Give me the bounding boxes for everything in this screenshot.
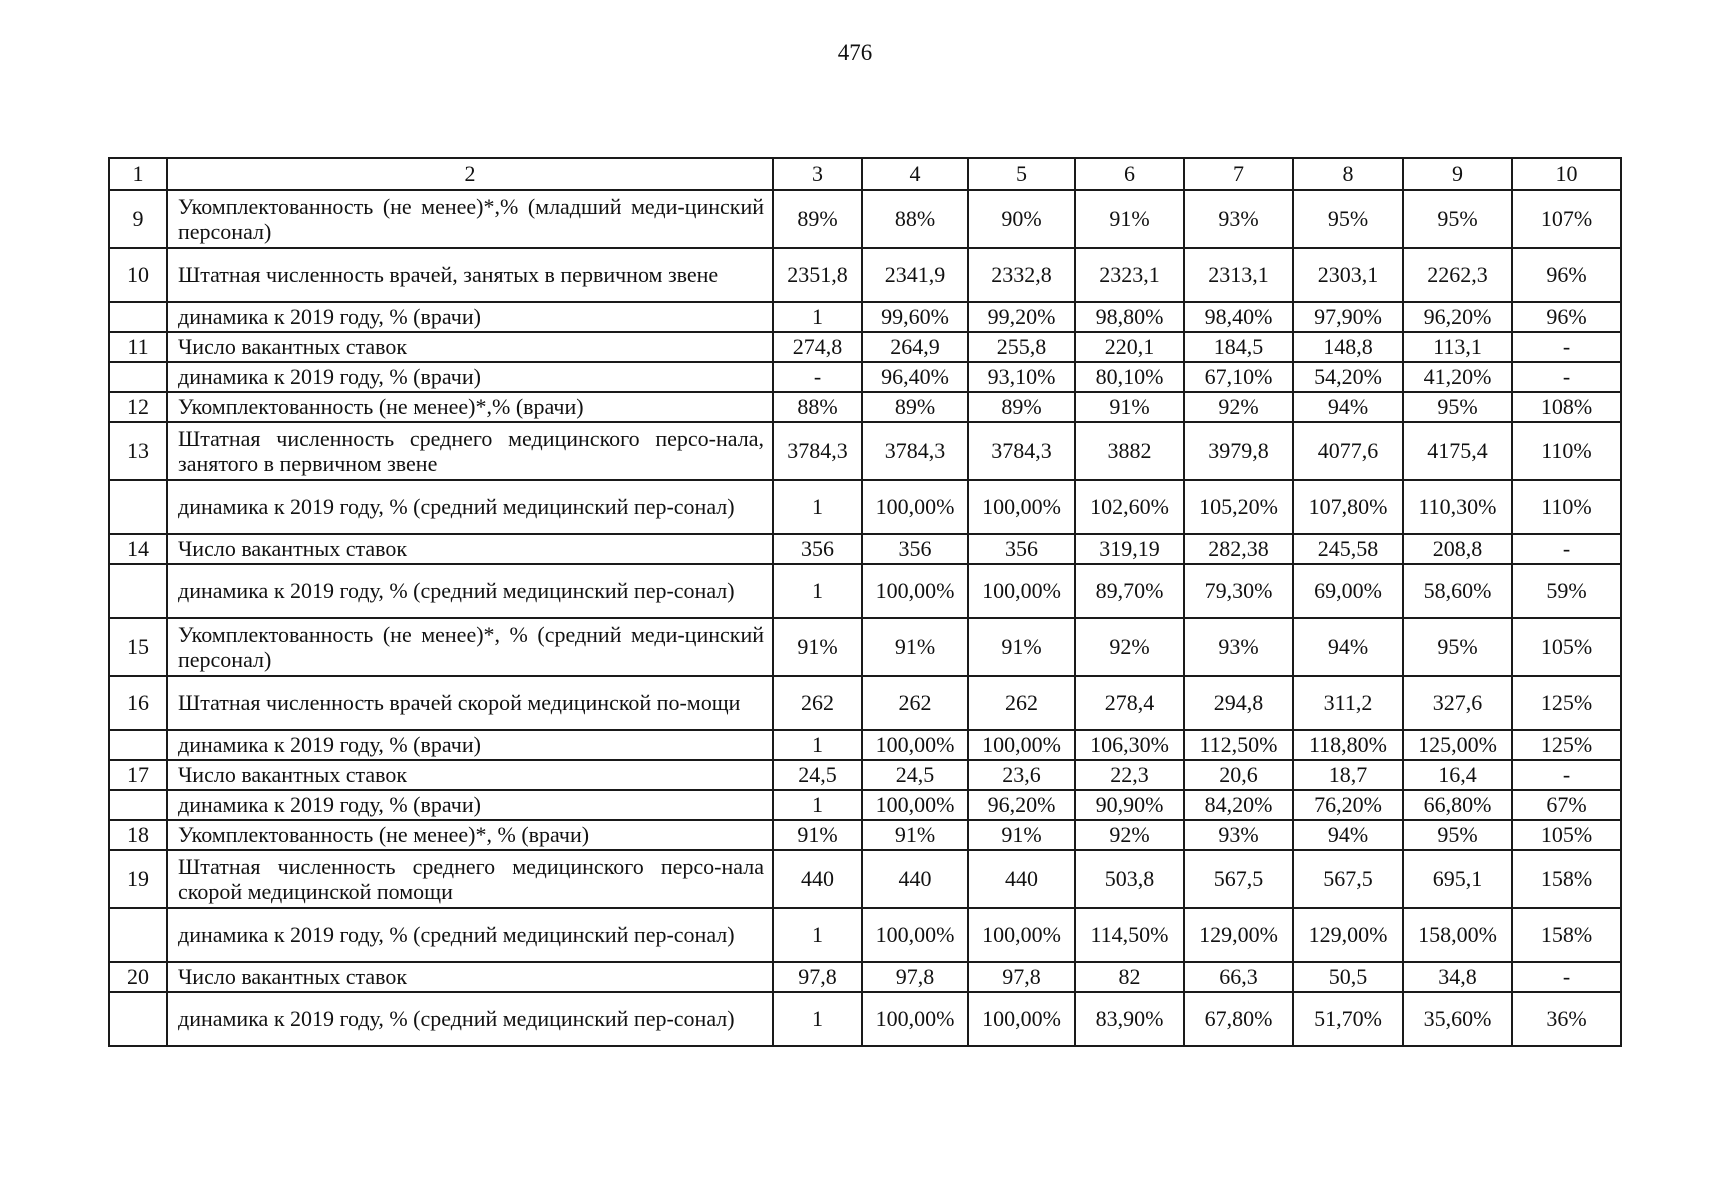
value-cell: 3784,3	[773, 422, 862, 480]
table-header-row	[109, 158, 1621, 190]
indicator-label-cell: Укомплектованность (не менее)*, % (средний меди-цинский персонал)	[167, 618, 773, 676]
value-cell: 94%	[1293, 392, 1403, 422]
value-cell: 100,00%	[968, 992, 1075, 1046]
value-cell: 97,8	[862, 962, 968, 992]
value-cell: 67,10%	[1184, 362, 1293, 392]
value-cell: 106,30%	[1075, 730, 1184, 760]
value-cell: 110,30%	[1403, 480, 1512, 534]
row-number-cell	[109, 564, 167, 618]
value-cell: 262	[773, 676, 862, 730]
value-cell: 282,38	[1184, 534, 1293, 564]
value-cell: 93%	[1184, 190, 1293, 248]
value-cell: 158%	[1512, 850, 1621, 908]
column-number-header: 2	[167, 158, 773, 190]
value-cell: 91%	[1075, 392, 1184, 422]
value-cell: 105,20%	[1184, 480, 1293, 534]
table-row	[109, 302, 1621, 332]
value-cell: 356	[773, 534, 862, 564]
row-number-cell	[109, 730, 167, 760]
value-cell: 100,00%	[968, 564, 1075, 618]
value-cell: 95%	[1293, 190, 1403, 248]
value-cell: 294,8	[1184, 676, 1293, 730]
value-cell: 34,8	[1403, 962, 1512, 992]
value-cell: 695,1	[1403, 850, 1512, 908]
value-cell: 54,20%	[1293, 362, 1403, 392]
value-cell: -	[1512, 962, 1621, 992]
value-cell: 2341,9	[862, 248, 968, 302]
value-cell: 88%	[862, 190, 968, 248]
value-cell: 158%	[1512, 908, 1621, 962]
value-cell: 2262,3	[1403, 248, 1512, 302]
value-cell: 24,5	[862, 760, 968, 790]
value-cell: 220,1	[1075, 332, 1184, 362]
table-row	[109, 908, 1621, 962]
value-cell: 567,5	[1184, 850, 1293, 908]
value-cell: 245,58	[1293, 534, 1403, 564]
value-cell: 125%	[1512, 676, 1621, 730]
value-cell: 67,80%	[1184, 992, 1293, 1046]
value-cell: 110%	[1512, 422, 1621, 480]
value-cell: 92%	[1184, 392, 1293, 422]
value-cell: 97,8	[773, 962, 862, 992]
value-cell: 99,20%	[968, 302, 1075, 332]
value-cell: 3784,3	[968, 422, 1075, 480]
indicator-label-cell: динамика к 2019 году, % (врачи)	[167, 730, 773, 760]
value-cell: 125%	[1512, 730, 1621, 760]
value-cell: 91%	[968, 618, 1075, 676]
value-cell: 100,00%	[968, 908, 1075, 962]
page-number: 476	[837, 40, 873, 65]
value-cell: 89%	[773, 190, 862, 248]
value-cell: 92%	[1075, 618, 1184, 676]
table-row	[109, 992, 1621, 1046]
value-cell: 66,3	[1184, 962, 1293, 992]
value-cell: 129,00%	[1184, 908, 1293, 962]
value-cell: 105%	[1512, 820, 1621, 850]
row-number-cell: 12	[109, 392, 167, 422]
row-number-cell: 15	[109, 618, 167, 676]
value-cell: 1	[773, 790, 862, 820]
value-cell: 1	[773, 992, 862, 1046]
value-cell: -	[773, 362, 862, 392]
value-cell: 99,60%	[862, 302, 968, 332]
value-cell: 356	[862, 534, 968, 564]
indicator-label-cell: динамика к 2019 году, % (средний медицинский пер-сонал)	[167, 908, 773, 962]
column-number-header: 8	[1293, 158, 1403, 190]
value-cell: 83,90%	[1075, 992, 1184, 1046]
value-cell: 97,8	[968, 962, 1075, 992]
value-cell: 24,5	[773, 760, 862, 790]
table-row	[109, 618, 1621, 676]
column-number-header: 10	[1512, 158, 1621, 190]
value-cell: 94%	[1293, 618, 1403, 676]
table-row	[109, 760, 1621, 790]
column-number-header: 9	[1403, 158, 1512, 190]
value-cell: 90%	[968, 190, 1075, 248]
value-cell: 100,00%	[862, 992, 968, 1046]
value-cell: 440	[773, 850, 862, 908]
value-cell: 96%	[1512, 302, 1621, 332]
row-number-cell	[109, 908, 167, 962]
value-cell: 95%	[1403, 190, 1512, 248]
value-cell: 96%	[1512, 248, 1621, 302]
value-cell: 90,90%	[1075, 790, 1184, 820]
value-cell: 92%	[1075, 820, 1184, 850]
value-cell: 125,00%	[1403, 730, 1512, 760]
value-cell: 102,60%	[1075, 480, 1184, 534]
value-cell: 2332,8	[968, 248, 1075, 302]
column-number-header: 3	[773, 158, 862, 190]
value-cell: 114,50%	[1075, 908, 1184, 962]
indicator-label-cell: динамика к 2019 году, % (врачи)	[167, 302, 773, 332]
value-cell: 89%	[862, 392, 968, 422]
value-cell: 2303,1	[1293, 248, 1403, 302]
value-cell: 184,5	[1184, 332, 1293, 362]
indicator-label-cell: Укомплектованность (не менее)*,% (младший меди-цинский персонал)	[167, 190, 773, 248]
table-row	[109, 850, 1621, 908]
row-number-cell: 9	[109, 190, 167, 248]
table-row	[109, 362, 1621, 392]
column-number-header: 6	[1075, 158, 1184, 190]
indicator-label-cell: динамика к 2019 году, % (врачи)	[167, 790, 773, 820]
value-cell: 91%	[773, 820, 862, 850]
value-cell: 2351,8	[773, 248, 862, 302]
value-cell: 440	[862, 850, 968, 908]
value-cell: 107,80%	[1293, 480, 1403, 534]
table-row	[109, 564, 1621, 618]
value-cell: -	[1512, 362, 1621, 392]
value-cell: 129,00%	[1293, 908, 1403, 962]
value-cell: 110%	[1512, 480, 1621, 534]
table-row	[109, 820, 1621, 850]
indicator-label-cell: Число вакантных ставок	[167, 962, 773, 992]
value-cell: 440	[968, 850, 1075, 908]
value-cell: 16,4	[1403, 760, 1512, 790]
value-cell: 158,00%	[1403, 908, 1512, 962]
value-cell: 118,80%	[1293, 730, 1403, 760]
value-cell: 51,70%	[1293, 992, 1403, 1046]
value-cell: 98,80%	[1075, 302, 1184, 332]
column-number-header: 7	[1184, 158, 1293, 190]
value-cell: 84,20%	[1184, 790, 1293, 820]
value-cell: 2323,1	[1075, 248, 1184, 302]
value-cell: 67%	[1512, 790, 1621, 820]
indicator-label-cell: Штатная численность среднего медицинского персо-нала скорой медицинской помощи	[167, 850, 773, 908]
row-number-cell: 13	[109, 422, 167, 480]
value-cell: 262	[862, 676, 968, 730]
value-cell: 91%	[862, 820, 968, 850]
value-cell: 1	[773, 730, 862, 760]
value-cell: 41,20%	[1403, 362, 1512, 392]
indicator-label-cell: Число вакантных ставок	[167, 760, 773, 790]
row-number-cell	[109, 790, 167, 820]
value-cell: 100,00%	[968, 480, 1075, 534]
indicator-label-cell: Укомплектованность (не менее)*,% (врачи)	[167, 392, 773, 422]
table-row	[109, 190, 1621, 248]
value-cell: 96,20%	[968, 790, 1075, 820]
value-cell: 108%	[1512, 392, 1621, 422]
table-row	[109, 422, 1621, 480]
value-cell: 97,90%	[1293, 302, 1403, 332]
table-row	[109, 730, 1621, 760]
value-cell: 1	[773, 480, 862, 534]
row-number-cell: 20	[109, 962, 167, 992]
value-cell: 23,6	[968, 760, 1075, 790]
value-cell: 113,1	[1403, 332, 1512, 362]
value-cell: 100,00%	[862, 730, 968, 760]
indicator-label-cell: динамика к 2019 году, % (средний медицинский пер-сонал)	[167, 992, 773, 1046]
staffing-table	[108, 157, 1622, 1047]
row-number-cell: 18	[109, 820, 167, 850]
value-cell: -	[1512, 332, 1621, 362]
value-cell: 91%	[1075, 190, 1184, 248]
row-number-cell	[109, 480, 167, 534]
value-cell: 3979,8	[1184, 422, 1293, 480]
value-cell: 4077,6	[1293, 422, 1403, 480]
value-cell: 96,40%	[862, 362, 968, 392]
value-cell: 93%	[1184, 618, 1293, 676]
value-cell: 311,2	[1293, 676, 1403, 730]
table-row	[109, 480, 1621, 534]
value-cell: 80,10%	[1075, 362, 1184, 392]
indicator-label-cell: Укомплектованность (не менее)*, % (врачи)	[167, 820, 773, 850]
indicator-label-cell: динамика к 2019 году, % (врачи)	[167, 362, 773, 392]
table-body	[109, 158, 1621, 1046]
row-number-cell: 11	[109, 332, 167, 362]
value-cell: 278,4	[1075, 676, 1184, 730]
value-cell: 264,9	[862, 332, 968, 362]
value-cell: 22,3	[1075, 760, 1184, 790]
value-cell: 93,10%	[968, 362, 1075, 392]
value-cell: 58,60%	[1403, 564, 1512, 618]
value-cell: 98,40%	[1184, 302, 1293, 332]
value-cell: 91%	[773, 618, 862, 676]
table-row	[109, 534, 1621, 564]
value-cell: 88%	[773, 392, 862, 422]
value-cell: 112,50%	[1184, 730, 1293, 760]
value-cell: 94%	[1293, 820, 1403, 850]
value-cell: 89%	[968, 392, 1075, 422]
value-cell: 356	[968, 534, 1075, 564]
value-cell: 567,5	[1293, 850, 1403, 908]
column-number-header: 1	[109, 158, 167, 190]
value-cell: 95%	[1403, 392, 1512, 422]
value-cell: -	[1512, 534, 1621, 564]
row-number-cell: 14	[109, 534, 167, 564]
indicator-label-cell: Штатная численность среднего медицинского персо-нала, занятого в первичном звене	[167, 422, 773, 480]
row-number-cell	[109, 362, 167, 392]
indicator-label-cell: динамика к 2019 году, % (средний медицинский пер-сонал)	[167, 480, 773, 534]
row-number-cell: 19	[109, 850, 167, 908]
table-row	[109, 790, 1621, 820]
value-cell: 82	[1075, 962, 1184, 992]
value-cell: 95%	[1403, 618, 1512, 676]
value-cell: 20,6	[1184, 760, 1293, 790]
indicator-label-cell: динамика к 2019 году, % (средний медицинский пер-сонал)	[167, 564, 773, 618]
value-cell: 100,00%	[968, 730, 1075, 760]
column-number-header: 4	[862, 158, 968, 190]
value-cell: 3784,3	[862, 422, 968, 480]
value-cell: 59%	[1512, 564, 1621, 618]
value-cell: 91%	[968, 820, 1075, 850]
table-row	[109, 962, 1621, 992]
value-cell: 91%	[862, 618, 968, 676]
value-cell: 66,80%	[1403, 790, 1512, 820]
indicator-label-cell: Штатная численность врачей, занятых в первичном звене	[167, 248, 773, 302]
value-cell: 503,8	[1075, 850, 1184, 908]
value-cell: 1	[773, 908, 862, 962]
value-cell: 95%	[1403, 820, 1512, 850]
value-cell: 208,8	[1403, 534, 1512, 564]
indicator-label-cell: Число вакантных ставок	[167, 332, 773, 362]
column-number-header: 5	[968, 158, 1075, 190]
value-cell: 274,8	[773, 332, 862, 362]
value-cell: 35,60%	[1403, 992, 1512, 1046]
value-cell: 93%	[1184, 820, 1293, 850]
row-number-cell: 17	[109, 760, 167, 790]
value-cell: 319,19	[1075, 534, 1184, 564]
value-cell: 107%	[1512, 190, 1621, 248]
value-cell: 3882	[1075, 422, 1184, 480]
value-cell: 79,30%	[1184, 564, 1293, 618]
value-cell: 2313,1	[1184, 248, 1293, 302]
value-cell: -	[1512, 760, 1621, 790]
row-number-cell: 10	[109, 248, 167, 302]
value-cell: 1	[773, 564, 862, 618]
value-cell: 100,00%	[862, 564, 968, 618]
value-cell: 105%	[1512, 618, 1621, 676]
table-row	[109, 392, 1621, 422]
value-cell: 100,00%	[862, 480, 968, 534]
row-number-cell	[109, 992, 167, 1046]
table-row	[109, 676, 1621, 730]
indicator-label-cell: Число вакантных ставок	[167, 534, 773, 564]
value-cell: 100,00%	[862, 790, 968, 820]
table-row	[109, 248, 1621, 302]
row-number-cell: 16	[109, 676, 167, 730]
value-cell: 89,70%	[1075, 564, 1184, 618]
value-cell: 327,6	[1403, 676, 1512, 730]
indicator-label-cell: Штатная численность врачей скорой медицинской по-мощи	[167, 676, 773, 730]
value-cell: 1	[773, 302, 862, 332]
value-cell: 18,7	[1293, 760, 1403, 790]
value-cell: 69,00%	[1293, 564, 1403, 618]
value-cell: 100,00%	[862, 908, 968, 962]
value-cell: 148,8	[1293, 332, 1403, 362]
value-cell: 36%	[1512, 992, 1621, 1046]
value-cell: 96,20%	[1403, 302, 1512, 332]
value-cell: 4175,4	[1403, 422, 1512, 480]
table-row	[109, 332, 1621, 362]
value-cell: 76,20%	[1293, 790, 1403, 820]
value-cell: 50,5	[1293, 962, 1403, 992]
value-cell: 262	[968, 676, 1075, 730]
value-cell: 255,8	[968, 332, 1075, 362]
row-number-cell	[109, 302, 167, 332]
